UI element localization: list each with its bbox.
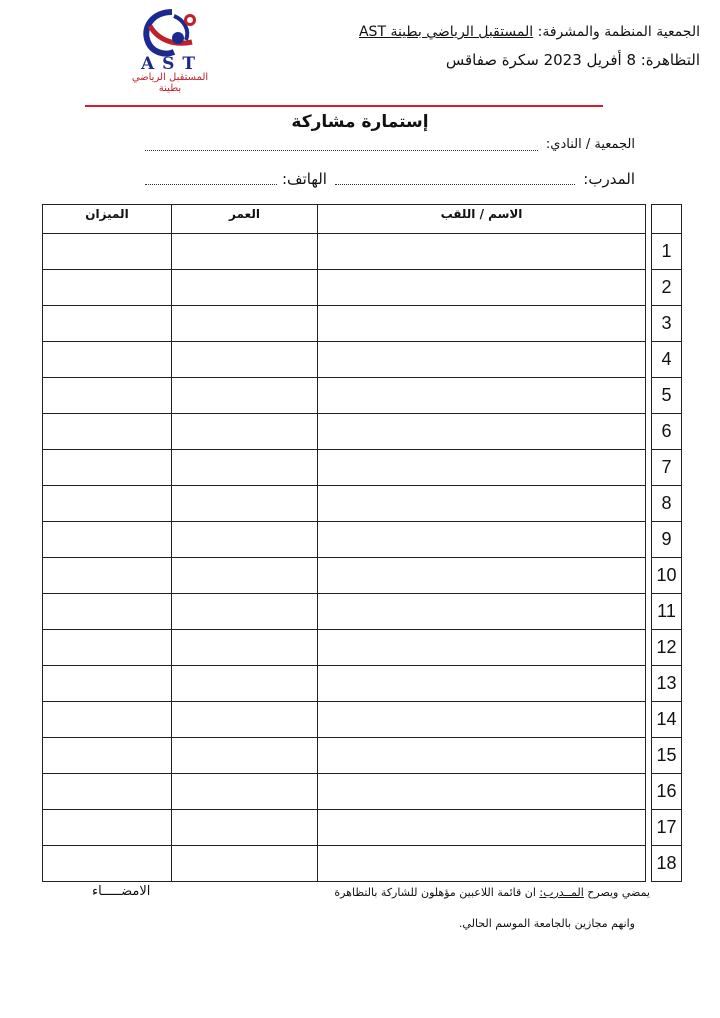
declaration-prefix: يمضي ويصرح xyxy=(583,886,650,899)
table-row xyxy=(43,342,682,378)
name-cell[interactable] xyxy=(318,270,646,306)
name-cell[interactable] xyxy=(318,738,646,774)
age-cell[interactable] xyxy=(172,810,318,846)
signature-label: الامضـــــاء xyxy=(92,884,151,899)
row-number: 6 xyxy=(652,414,682,450)
form-title: إستمارة مشاركة xyxy=(291,112,429,132)
row-number: 13 xyxy=(652,666,682,702)
table-row xyxy=(43,486,682,522)
table-header-row xyxy=(43,205,682,234)
name-cell[interactable] xyxy=(318,450,646,486)
row-number: 1 xyxy=(652,234,682,270)
name-cell[interactable] xyxy=(318,522,646,558)
row-number: 2 xyxy=(652,270,682,306)
table-row xyxy=(43,630,682,666)
red-divider xyxy=(85,105,603,107)
name-cell[interactable] xyxy=(318,234,646,270)
row-number: 18 xyxy=(652,846,682,882)
table-row xyxy=(43,558,682,594)
weight-cell[interactable] xyxy=(43,270,172,306)
table-row xyxy=(43,594,682,630)
row-number: 10 xyxy=(652,558,682,594)
weight-cell[interactable] xyxy=(43,234,172,270)
entry-table xyxy=(42,204,681,882)
weight-cell[interactable] xyxy=(43,630,172,666)
column-header-name: الاسم / اللقب xyxy=(318,205,646,234)
table-row xyxy=(43,450,682,486)
declaration-coach: المــدرب: xyxy=(539,886,584,899)
event-line: التظاهرة: 8 أفريل 2023 سكرة صفاقس xyxy=(445,51,700,69)
weight-cell[interactable] xyxy=(43,450,172,486)
declaration-line-1 xyxy=(334,886,650,899)
row-number: 8 xyxy=(652,486,682,522)
weight-cell[interactable] xyxy=(43,774,172,810)
row-number: 7 xyxy=(652,450,682,486)
table-row xyxy=(43,774,682,810)
weight-cell[interactable] xyxy=(43,486,172,522)
name-cell[interactable] xyxy=(318,846,646,882)
row-number: 9 xyxy=(652,522,682,558)
row-number: 14 xyxy=(652,702,682,738)
column-header-age: العمر xyxy=(172,205,318,234)
table-row xyxy=(43,234,682,270)
age-cell[interactable] xyxy=(172,486,318,522)
weight-cell[interactable] xyxy=(43,558,172,594)
age-cell[interactable] xyxy=(172,522,318,558)
phone-label: الهاتف: xyxy=(282,170,327,188)
age-cell[interactable] xyxy=(172,234,318,270)
table-row xyxy=(43,666,682,702)
row-number: 16 xyxy=(652,774,682,810)
age-cell[interactable] xyxy=(172,342,318,378)
weight-cell[interactable] xyxy=(43,342,172,378)
name-cell[interactable] xyxy=(318,414,646,450)
age-cell[interactable] xyxy=(172,270,318,306)
coach-field[interactable] xyxy=(335,175,575,185)
age-cell[interactable] xyxy=(172,558,318,594)
table-row xyxy=(43,414,682,450)
declaration-line-2: وانهم مجازين بالجامعة الموسم الحالي. xyxy=(458,917,635,930)
table-row xyxy=(43,270,682,306)
age-cell[interactable] xyxy=(172,774,318,810)
weight-cell[interactable] xyxy=(43,306,172,342)
weight-cell[interactable] xyxy=(43,594,172,630)
row-number: 4 xyxy=(652,342,682,378)
table-row xyxy=(43,738,682,774)
club-label: الجمعية / النادي: xyxy=(545,137,635,152)
table-row xyxy=(43,846,682,882)
table-row xyxy=(43,702,682,738)
organizer-line xyxy=(359,24,700,40)
age-cell[interactable] xyxy=(172,414,318,450)
row-number: 17 xyxy=(652,810,682,846)
table-row xyxy=(43,306,682,342)
weight-cell[interactable] xyxy=(43,414,172,450)
club-field[interactable] xyxy=(145,140,538,151)
logo-text: AST xyxy=(140,54,204,74)
age-cell[interactable] xyxy=(172,630,318,666)
name-cell[interactable] xyxy=(318,306,646,342)
organizer-label: الجمعية المنظمة والمشرفة: xyxy=(537,24,700,40)
row-number: 15 xyxy=(652,738,682,774)
row-number: 5 xyxy=(652,378,682,414)
age-cell[interactable] xyxy=(172,594,318,630)
age-cell[interactable] xyxy=(172,702,318,738)
weight-cell[interactable] xyxy=(43,846,172,882)
table-row xyxy=(43,378,682,414)
age-cell[interactable] xyxy=(172,378,318,414)
row-number: 11 xyxy=(652,594,682,630)
weight-cell[interactable] xyxy=(43,522,172,558)
name-cell[interactable] xyxy=(318,810,646,846)
name-cell[interactable] xyxy=(318,666,646,702)
row-number: 3 xyxy=(652,306,682,342)
age-cell[interactable] xyxy=(172,666,318,702)
age-cell[interactable] xyxy=(172,846,318,882)
coach-label: المدرب: xyxy=(583,170,635,188)
weight-cell[interactable] xyxy=(43,378,172,414)
name-cell[interactable] xyxy=(318,486,646,522)
declaration-rest: ان قائمة اللاعبين مؤهلون للشاركة بالتظاهرة xyxy=(334,886,540,899)
name-cell[interactable] xyxy=(318,774,646,810)
column-header-number xyxy=(652,205,682,234)
phone-field[interactable] xyxy=(145,175,277,185)
weight-cell[interactable] xyxy=(43,738,172,774)
weight-cell[interactable] xyxy=(43,810,172,846)
logo-subtitle: المستقبل الرياضي بطينة xyxy=(131,72,209,94)
age-cell[interactable] xyxy=(172,738,318,774)
name-cell[interactable] xyxy=(318,378,646,414)
age-cell[interactable] xyxy=(172,450,318,486)
row-number: 12 xyxy=(652,630,682,666)
column-header-weight: الميزان xyxy=(43,205,172,234)
name-cell[interactable] xyxy=(318,630,646,666)
age-cell[interactable] xyxy=(172,306,318,342)
organizer-value: المستقبل الرياضي بطينة AST xyxy=(358,24,534,40)
name-cell[interactable] xyxy=(318,702,646,738)
name-cell[interactable] xyxy=(318,342,646,378)
table-row xyxy=(43,522,682,558)
name-cell[interactable] xyxy=(318,594,646,630)
weight-cell[interactable] xyxy=(43,702,172,738)
name-cell[interactable] xyxy=(318,558,646,594)
weight-cell[interactable] xyxy=(43,666,172,702)
table-row xyxy=(43,810,682,846)
